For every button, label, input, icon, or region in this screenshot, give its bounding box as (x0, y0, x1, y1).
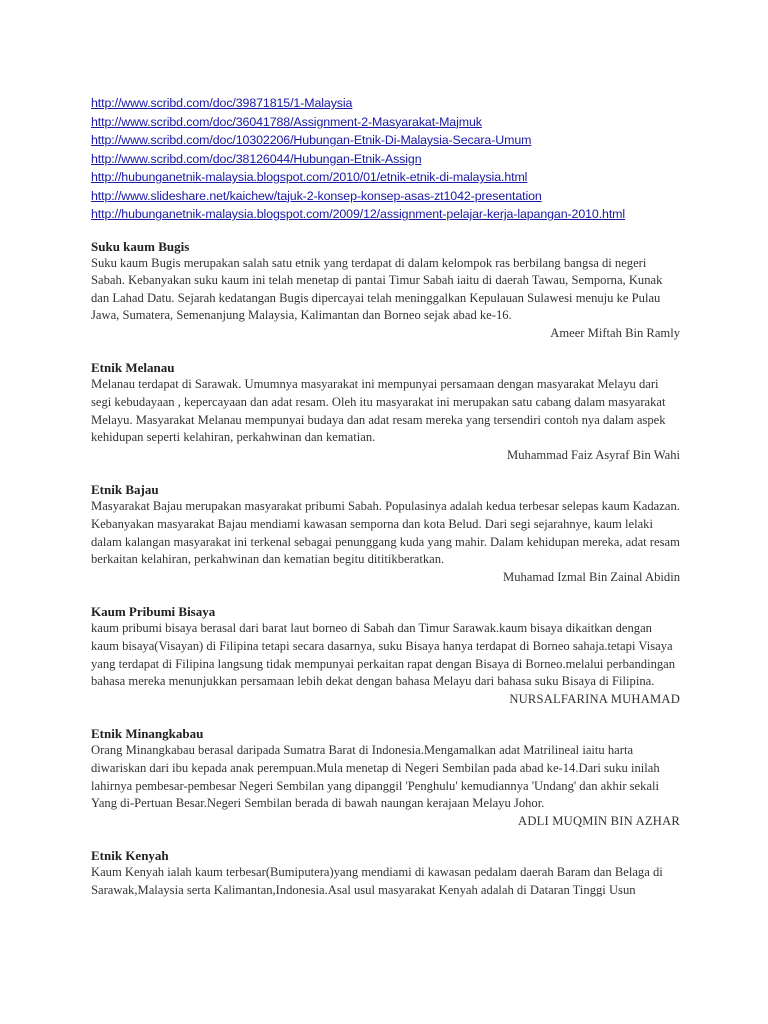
reference-link-item (91, 205, 680, 224)
reference-link-item (91, 187, 680, 206)
section-title: Etnik Kenyah (91, 848, 169, 864)
reference-link-item (91, 113, 680, 132)
section-author: Muhamad Izmal Bin Zainal Abidin (503, 569, 680, 584)
section-author: ADLI MUQMIN BIN AZHAR (518, 813, 680, 828)
section-body: Kaum Kenyah ialah kaum terbesar(Bumiputera)yang mendiami di kawasan pedalam daerah Baram dan Belaga di Sarawak,Malaysia serta Kalimantan,Indonesia.Asal usul masyarakat Kenyah adalah di Dataran Tinggi Usun (91, 865, 663, 897)
reference-link-item (91, 131, 680, 150)
reference-link-item (91, 168, 680, 187)
section-kenyah (91, 847, 680, 899)
section-body: Masyarakat Bajau merupakan masyarakat pribumi Sabah. Populasinya adalah kedua terbesar selepas kaum Kadazan. Kebanyakan masyarakat Bajau mendiami kawasan semporna dan kota Belud. Dari segi sejarahnye, kaum lelaki dalam kalangan masyarakat ini terkenal sebagai penunggang kuda yang mahir. Dalam kehidupan mereka, adat resam berkaitan kelahiran, perkahwinan dan kematian begitu dititikberatkan. (91, 499, 680, 567)
reference-link[interactable]: http://www.slideshare.net/kaichew/tajuk-2-konsep-konsep-asas-zt1042-presentation (91, 188, 542, 203)
reference-link[interactable]: http://www.scribd.com/doc/38126044/Hubungan-Etnik-Assign (91, 151, 422, 166)
section-body: Melanau terdapat di Sarawak. Umumnya masyarakat ini mempunyai persamaan dengan masyarakat Melayu dari segi kebudayaan , kepercayaan dan adat resam. Oleh itu masyarakat ini merupakan satu cabang dalam masyarakat Melayu. Masyarakat Melanau mempunyai budaya dan adat resam mereka yang tersendiri contoh nya dalam aspek kehidupan seperti kelahiran, perkahwinan dan kematian. (91, 377, 666, 445)
section-minangkabau (91, 725, 680, 830)
section-body: Suku kaum Bugis merupakan salah satu etnik yang terdapat di dalam kelompok ras berbilang bangsa di negeri Sabah. Kebanyakan suku kaum ini telah menetap di pantai Timur Sabah iaitu di daerah Tawau, Semporna, Kunak dan Lahad Datu. Sejarah kedatangan Bugis dipercayai telah meninggalkan Kepulauan Sulawesi menuju ke Pulau Jawa, Sumatera, Semenanjung Malaysia, Kalimantan dan Borneo sejak abad ke-16. (91, 255, 663, 323)
section-title: Etnik Melanau (91, 360, 175, 376)
reference-link[interactable]: http://hubunganetnik-malaysia.blogspot.com/2009/12/assignment-pelajar-kerja-lapangan-2010.html (91, 207, 626, 221)
reference-link-item (91, 94, 680, 113)
reference-link[interactable]: http://www.scribd.com/doc/39871815/1-Malaysia (91, 96, 353, 110)
reference-link-item (91, 150, 680, 169)
reference-link[interactable]: http://hubunganetnik-malaysia.blogspot.com/2010/01/etnik-etnik-di-malaysia.html (91, 170, 528, 184)
section-title: Kaum Pribumi Bisaya (91, 604, 216, 620)
section-bisaya (91, 603, 680, 708)
section-melanau (91, 359, 680, 464)
section-bugis (91, 238, 680, 343)
section-title: Etnik Bajau (91, 482, 159, 498)
reference-link[interactable]: http://www.scribd.com/doc/36041788/Assignment-2-Masyarakat-Majmuk (91, 114, 482, 129)
section-body: kaum pribumi bisaya berasal dari barat laut borneo di Sabah dan Timur Sarawak.kaum bisaya dikaitkan dengan kaum bisaya(Visayan) di Filipina tetapi secara dasarnya, suku Bisaya hanya terdapat di Borneo sahaja.tetapi Visaya yang terdapat di Filipina langsung tidak mempunyai perkaitan rapat dengan Bisaya di Borneo.melalui perbandingan bahasa mereka menunjukkan persamaan lebih dekat dengan bahasa Melayu dari bahasa suku Bisaya di Filipina. (91, 621, 676, 689)
reference-link[interactable]: http://www.scribd.com/doc/10302206/Hubungan-Etnik-Di-Malaysia-Secara-Umum (91, 133, 532, 147)
reference-links (91, 94, 680, 224)
section-author: Ameer Miftah Bin Ramly (550, 325, 680, 340)
section-author: NURSALFARINA MUHAMAD (509, 691, 680, 706)
section-title: Suku kaum Bugis (91, 238, 190, 254)
section-author: Muhammad Faiz Asyraf Bin Wahi (507, 447, 680, 462)
section-body: Orang Minangkabau berasal daripada Sumatra Barat di Indonesia.Mengamalkan adat Matrilineal iaitu harta diwariskan dari ibu kepada anak perempuan.Mula menetap di Negeri Sembilan pada abad ke-14.Dari suku inilah lahirnya pembesar-pembesar Negeri Sembilan yang dipanggil 'Penghulu' kemudiannya 'Undang' dan akhir sekali Yang di-Pertuan Besar.Negeri Sembilan berada di bawah naungan kerajaan Melayu Johor. (91, 743, 660, 811)
section-title: Etnik Minangkabau (91, 726, 204, 742)
section-bajau (91, 481, 680, 586)
